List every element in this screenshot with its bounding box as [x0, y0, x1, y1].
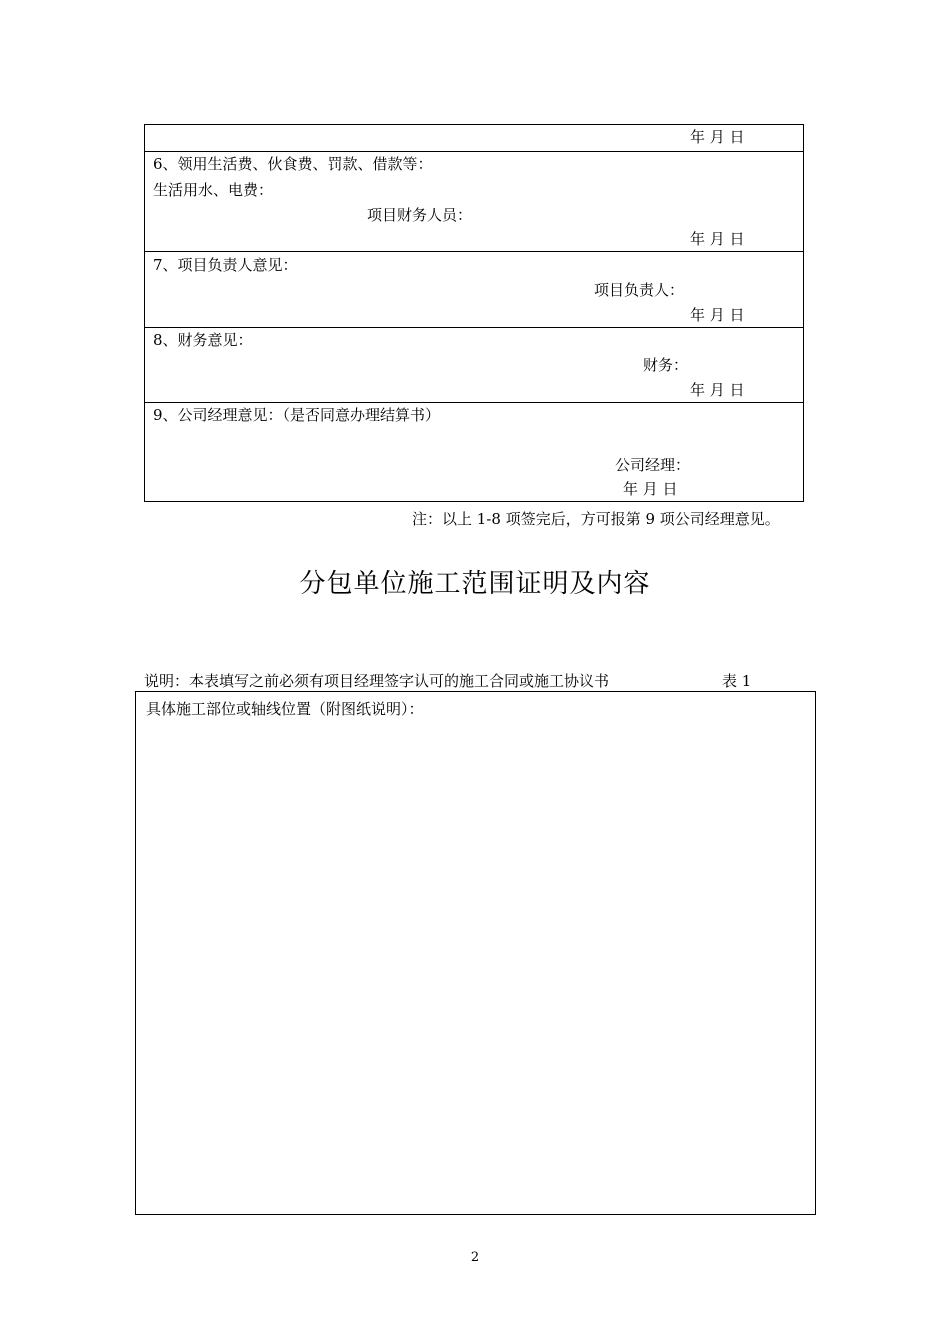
- form-row-8: [145, 327, 803, 402]
- row6-subheading: 生活用水、电费：: [153, 181, 274, 199]
- form-row-date-continued: [145, 125, 803, 151]
- row7-signer-label: 项目负责人：: [594, 281, 685, 299]
- row8-date-field: 年 月 日: [690, 381, 745, 399]
- table-description: 说明：本表填写之前必须有项目经理签字认可的施工合同或施工协议书: [144, 672, 610, 690]
- form-row-7: [145, 251, 803, 327]
- date-field: 年 月 日: [690, 128, 745, 146]
- approval-form-table: [144, 124, 804, 502]
- form-row-6: [145, 151, 803, 251]
- table-number: 表 1: [722, 672, 752, 690]
- form-row-9: [145, 402, 803, 501]
- row6-date-field: 年 月 日: [690, 230, 745, 248]
- construction-scope-box: [135, 691, 816, 1215]
- row6-heading: 6、领用生活费、伙食费、罚款、借款等：: [153, 155, 433, 173]
- page-title: 分包单位施工范围证明及内容: [299, 569, 651, 599]
- row9-date-field: 年 月 日: [623, 480, 678, 498]
- page-number: 2: [470, 1250, 480, 1265]
- construction-scope-label: 具体施工部位或轴线位置（附图纸说明）：: [146, 700, 424, 718]
- row9-heading: 9、公司经理意见：（是否同意办理结算书）: [153, 406, 441, 424]
- row7-date-field: 年 月 日: [690, 306, 745, 324]
- row6-signer-label: 项目财务人员：: [367, 206, 473, 224]
- row8-heading: 8、财务意见：: [153, 331, 253, 349]
- row8-signer-label: 财务：: [643, 356, 689, 374]
- row9-signer-label: 公司经理：: [615, 456, 691, 474]
- row7-heading: 7、项目负责人意见：: [153, 256, 298, 274]
- form-note: 注：以上 1-8 项签完后，方可报第 9 项公司经理意见。: [412, 510, 780, 528]
